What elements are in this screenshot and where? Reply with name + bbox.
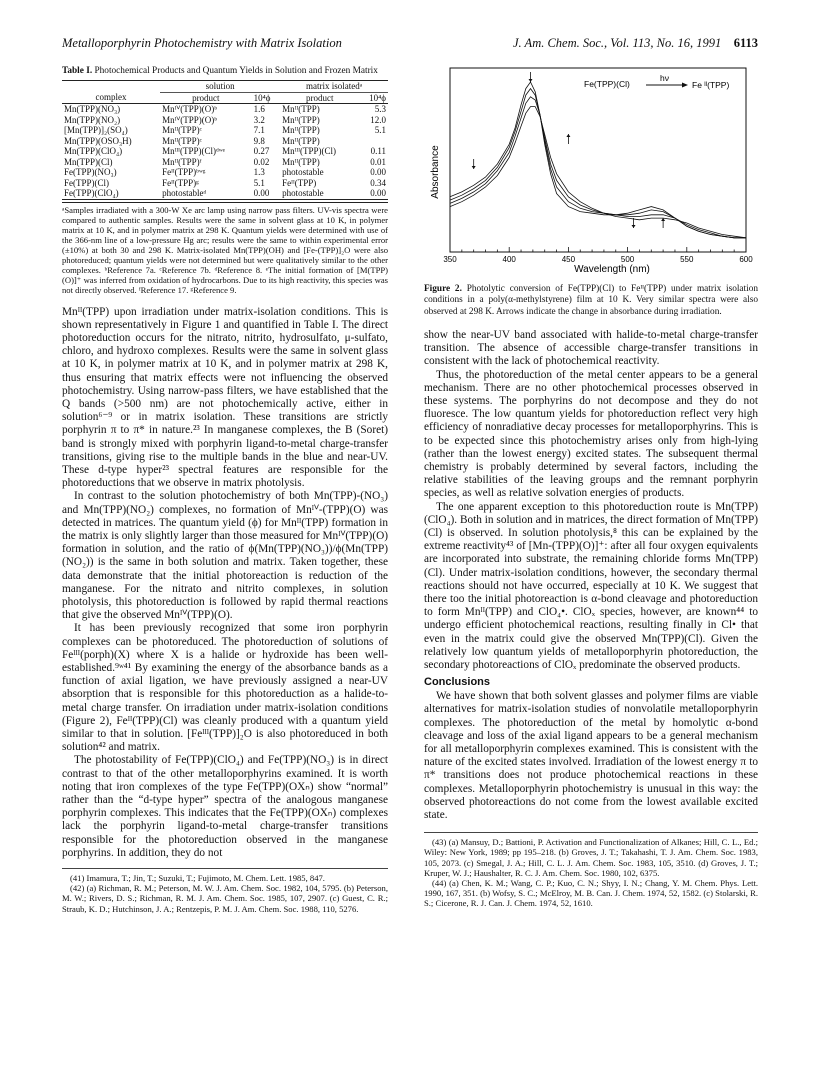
arrow-up-head xyxy=(566,134,570,137)
cell-complex: Mn(TPP)(OSO₃H) xyxy=(64,135,132,146)
table-caption xyxy=(62,66,388,77)
reference: (44) (a) Chen, K. M.; Wang, C. P.; Kuo, C. N.; Shyy, I. N.; Chang, Y. M. Chem. Phys. Lett. 1990, 167, 351. (b) Wofsy, S. C.; McElroy, M. B. Can. J. Chem. 1974, 52, 1582. (c) Stolarski, R. S.; Cicerone, R. J. Can. J. Chem. 1974, 52, 1610. xyxy=(424,878,758,909)
left-body xyxy=(62,306,388,861)
col-phi2: 10⁴ϕ xyxy=(369,92,386,103)
x-tick-label: 450 xyxy=(561,255,576,264)
arrow-up xyxy=(566,134,570,144)
absorbance-chart xyxy=(424,62,758,280)
cell-complex: Mn(TPP)(ClO₄) xyxy=(64,146,123,156)
cell-sol-phi: 5.1 xyxy=(253,177,265,188)
cell-mat-product: photostable xyxy=(282,167,324,177)
cell-mat-phi: 0.11 xyxy=(370,146,386,156)
cell-mat-product: photostable xyxy=(282,188,324,198)
cell-mat-product: Mnᴵᴵ(TPP) xyxy=(282,135,320,146)
cell-mat-product: Mnᴵᴵᴵ(TPP)(Cl) xyxy=(282,146,337,156)
legend xyxy=(584,73,729,90)
x-tick-label: 550 xyxy=(680,255,694,264)
paragraph: show the near-UV band associated with halide-to-metal charge-transfer transition. The absence of accessible charge-transfer transitions in consistent with the lack of photochemical reactivity. xyxy=(424,328,758,368)
col-complex: complex xyxy=(95,92,127,103)
journal-citation: J. Am. Chem. Soc., Vol. 113, No. 16, 1991 xyxy=(512,36,722,50)
col-product: product xyxy=(192,92,220,103)
x-tick-label: 400 xyxy=(502,255,516,264)
col-phi: 10⁴ϕ xyxy=(253,92,271,103)
arrow-down-head xyxy=(472,166,476,169)
x-tick-labels xyxy=(443,255,753,264)
reference: (42) (a) Richman, R. M.; Peterson, M. W. J. Am. Chem. Soc. 1982, 104, 5795. (b) Peterson, M. W.; Rivers, D. S.; Richman, R. M. J. Am. Chem. Soc. 1985, 107, 2907. (c) Guest, C. R.; Straub, K. D.; Hutchinson, J. A.; Rentzepis, P. M. J. Am. Chem. Soc. 1988, 110, 5276. xyxy=(62,883,388,914)
paragraph: It has been previously recognized that some iron porphyrin complexes can be photoreduced. The photoreduction of solutions of Feᴵᴵᴵ(porph)(X) where X is a halide or hydroxide has been well-established.⁹ʷ⁴¹ By examining the energy of the absorbance bands as a function of axial ligation, we have previously assigned a near-UV absorption that is responsible for this photoreduction as a halide-to-metal charge transfer. On irradiation under matrix-isolation conditions (Figure 2), Feᴵᴵ(TPP)(Cl) was cleanly produced with a quantum yield similar to that in solution. [Feᴵᴵᴵ(TPP)]₂O is also photoreduced in both solution⁴² and matrix. xyxy=(62,622,388,754)
reference: (41) Imamura, T.; Jin, T.; Suzuki, T.; Fujimoto, M. Chem. Lett. 1985, 847. xyxy=(70,873,325,884)
paragraph: The one apparent exception to this photoreduction route is Mn(TPP)(ClO₄). Both in solution and in matrices, the direct formation of Mn(TPP)(Cl) is observed. In solution photolysis,⁸ this can be explained by the extreme reactivity⁴³ of [Mn-(TPP)(O)]⁺: after all four oxygen equivalents are incorporated into substrate, the remaining chloride forms Mn(TPP)(Cl). Under matrix-isolation conditions, however, the secondary thermal reactions should not have occurred, especially at 10 K. We suggest that there too the initial photoreaction is α-bond cleavage and photoreduction to form Mnᴵᴵ(TPP) and ClO₄•. ClOₓ species, however, are known⁴⁴ to undergo efficient photochemical reactions, resulting finally in Cl• that even in the matrix could give the observed Mn(TPP)(Cl). Given the relatively low quantum yields of metalloporphyrin photoreduction, the secondary photoreactions of ClOₓ predominate the observed products. xyxy=(424,500,758,671)
cell-mat-product: Mnᴵᴵ(TPP) xyxy=(282,156,320,167)
x-tick-label: 600 xyxy=(739,255,753,264)
cell-sol-phi: 0.02 xyxy=(253,156,270,167)
conclusions-heading: Conclusions xyxy=(424,676,491,689)
running-header xyxy=(62,36,758,52)
cell-sol-product: Feᴵᴵ(TPP)ᵇʷᵍ xyxy=(162,167,206,177)
arrow-down-head xyxy=(632,225,636,228)
table-row xyxy=(62,167,388,178)
table-row xyxy=(62,136,388,147)
paragraph: Mnᴵᴵ(TPP) upon irradiation under matrix-isolation conditions. This is shown representatively in Figure 1 and quantified in Table I. The direct photoreduction occurs for the nitrato, nitrito, hydrosulfato, μ-sulfato, chloro, and hydroxo complexes. Results were the same in solvent glass at 10 K, in polymer matrix at 10 K, and in polymer matrix at 298 K, thus ensuring that matrix effects were not influencing the observed photochemistry. Using narrow-pass filters, we have established that the Q bands (>500 nm) are not photochemically active, either in solution⁶⁻⁹ or in matrix isolation. These transitions are strictly porphyrin π to π* in nature.²³ In manganese complexes, the B (Soret) band is strongly mixed with porphyrin ligand-to-metal charge-transfer transitions, giving rise to the multiple bands in the blue and near-UV. These d-type hyper²³ spectral features are responsible for the photoreductions that we observe in matrix photolysis. xyxy=(62,305,388,490)
right-column xyxy=(424,62,758,909)
left-column xyxy=(62,62,388,914)
series-line-1 xyxy=(450,82,746,238)
cell-sol-product: Mnᴵᴵ(TPP)ᶜ xyxy=(162,125,202,135)
cell-sol-product: photostableᵈ xyxy=(162,188,207,198)
cell-complex: Mn(TPP)(NO₂) xyxy=(64,114,121,125)
cell-sol-phi: 1.3 xyxy=(253,167,265,177)
paragraph: The photostability of Fe(TPP)(ClO₄) and Fe(TPP)(NO₃) is in direct contrast to that of the other metalloporphyrins examined. It is worth noting that iron complexes of the type Fe(TPP)(OXₙ) show “normal” rather than the “d-type hyper” spectra of the analogous manganese porphyrin complexes. This indicates that the Fe(TPP)(OXₙ) complexes lack the porphyrin ligand-to-metal charge-transfer transitions responsible for the photoreduction observed in the manganese porphyrins. In addition, they do not xyxy=(62,754,388,859)
cell-mat-phi xyxy=(359,136,388,147)
y-axis-label: Absorbance xyxy=(430,145,441,199)
group-matrix: matrix isolatedᵃ xyxy=(280,81,388,93)
table-footnote: ᵃSamples irradiated with a 300-W Xe arc lamp using narrow pass filters. UV-vis spectra were compared to authentic samples. Results were the same in solvent glass at 10 K, in polymer matrix at 10 K, and in polymer matrix at 298 K. Quantum yields were determined with use of the 366-nm line of a low-pressure Hg arc; results were the same to within experimental error (±10%) at both 30 and 298 K. Matrix-isolated Mn(TPP)(OH) and [Fe-(TPP)]₂O were also photoreduced; quantum yields were not determined but were qualitatively similar to the other complexes. ᵇReference 7a. ᶜReference 7b. ᵈReference 8. ᵉThe initial formation of [M(TPP)(O)]⁺ was inferred from oxidation of hydrocarbons. Due to its high reactivity, this species was not directly observed. ᶠReference 17. ᵍReference 9. xyxy=(62,202,388,295)
header-title: Metalloporphyrin Photochemistry with Matrix Isolation xyxy=(62,36,342,50)
cell-mat-phi: 5.3 xyxy=(374,104,386,114)
table-row xyxy=(62,157,388,168)
right-body xyxy=(424,329,758,672)
cell-complex: Fe(TPP)(Cl) xyxy=(64,177,109,188)
cell-mat-phi: 0.34 xyxy=(370,177,386,188)
cell-sol-phi: 7.1 xyxy=(253,125,265,135)
conclusions-body xyxy=(424,690,758,822)
cell-complex: Fe(TPP)(ClO₄) xyxy=(64,188,119,198)
figure-caption xyxy=(424,284,758,318)
table-body xyxy=(62,104,388,200)
cell-sol-product: Mnᴵⱽ(TPP)(O)ᵇ xyxy=(162,114,218,125)
cell-mat-product: Mnᴵᴵ(TPP) xyxy=(282,114,320,125)
cell-complex: Mn(TPP)(Cl) xyxy=(64,156,113,167)
x-axis-label: Wavelength (nm) xyxy=(574,264,650,275)
cell-mat-product: Feᴵᴵ(TPP) xyxy=(282,177,317,188)
results-table xyxy=(62,80,388,200)
cell-sol-product: Mnᴵᴵ(TPP)ᶜ xyxy=(162,135,202,146)
table-label: Table I. xyxy=(62,66,93,76)
table-row xyxy=(62,115,388,126)
figure-2 xyxy=(424,62,758,280)
arrow-down-head xyxy=(529,79,533,82)
cell-complex: Mn(TPP)(NO₃) xyxy=(64,104,121,114)
reference: (43) (a) Mansuy, D.; Battioni, P. Activation and Functionalization of Alkanes; Hill, C. L., Ed.; Wiley: New York, 1989; pp 195–218. (b) Groves, J. T.; Takahashi, T. J. Am. Chem. Soc. 1983, 105, 2073. (c) Smegal, J. A.; Hill, C. L. J. Am. Chem. Soc. 1983, 105, 3510. (d) Groves, J. T.; Kruper, W. J.; Haushalter, R. C. J. Am. Chem. Soc. 1980, 102, 6375. xyxy=(424,837,758,878)
cell-complex: [Mn(TPP)]₂(SO₄) xyxy=(64,125,128,135)
table-row xyxy=(62,178,388,189)
plot-frame xyxy=(450,68,746,252)
figure-caption-text: Photolytic conversion of Fe(TPP)(Cl) to Feᴵᴵ(TPP) under matrix isolation conditions in a poly(α-methylstyrene) film at 10 K. Very similar spectra were also observed at 298 K. Arrows indicate the change in absorbance during irradiation. xyxy=(424,284,759,317)
col-product2: product xyxy=(306,92,334,103)
arrow-down xyxy=(472,159,476,169)
paragraph: We have shown that both solvent glasses and polymer films are viable alternatives for matrix-isolation studies of nonvolatile metalloporphyrin complexes. The photoreduction of the metal by homolytic α-bond cleavage and loss of the axial ligand appears to be a general mechanism for all metalloporphyrin complexes examined. This is consistent with the nature of the excited states involved. Irradiation of the lowest energy π to π* transitions does not produce photochemical reactions in these complexes. Metalloporphyrin photochemistry is unusual in this way: the observed photoreactions do not come from the lowest available excited state. xyxy=(424,690,758,821)
cell-mat-phi: 0.00 xyxy=(370,188,386,198)
legend-hv: hν xyxy=(660,73,669,83)
paragraph: Thus, the photoreduction of the metal center appears to be a general mechanism. There are no other photochemical processes observed in these systems. The porphyrins do not decompose and they do not fluoresce. The low quantum yields for photoreduction reflect very high efficiency of nonradiative decay processes for metalloporphyrins. This is to be expected since this photochemistry arises only from high-lying (rather than the lowest energy) excited states. The subsequent thermal chemistry is probably determined by several factors, including the relative stabilities of the leaving groups and the remnant porphyrin species, as well as relative solvation energies of products. xyxy=(424,368,758,500)
cell-complex: Fe(TPP)(NO₃) xyxy=(64,167,117,177)
cell-mat-product: Mnᴵᴵ(TPP) xyxy=(282,104,320,114)
cell-mat-phi: 0.00 xyxy=(370,167,386,177)
legend-product: Fe ᴵᴵ(TPP) xyxy=(692,80,730,90)
legend-arrowhead xyxy=(682,83,688,88)
cell-sol-product: Mnᴵᴵ(TPP)ᶠ xyxy=(162,156,202,167)
cell-sol-phi: 0.00 xyxy=(253,188,270,198)
paragraph: In contrast to the solution photochemistry of both Mn(TPP)-(NO₃) and Mn(TPP)(NO₂) complexes, no formation of Mnᴵⱽ-(TPP)(O) was detected in matrices. The quantum yield (ϕ) for Mnᴵᴵ(TPP) formation in the matrix is only slightly larger than those measured for Mnᴵⱽ(TPP)(O) formation in solution, and the ratio of ϕ(Mn(TPP)(NO₃))/ϕ(Mn(TPP)(NO₂)) is the same in both solution and matrix. Taken together, these data demonstrate that the initial photoreaction is reduction of the manganese. For the nitrato and nitrito complexes, in solution photolysis, this photoreduction is followed by rapid thermal reactions that give the observed Mnᴵⱽ(TPP)(O). xyxy=(62,490,388,622)
figure-label: Figure 2. xyxy=(424,284,462,294)
right-references xyxy=(424,832,758,908)
cell-sol-phi: 9.8 xyxy=(253,135,265,146)
table-row xyxy=(62,125,388,136)
header-journal xyxy=(513,36,758,51)
table-row xyxy=(62,104,388,115)
cell-sol-product: Mnᴵⱽ(TPP)(O)ᵇ xyxy=(162,104,218,114)
cell-sol-product: Feᴵᴵ(TPP)ᵍ xyxy=(162,177,199,188)
group-solution: solution xyxy=(160,81,280,93)
x-tick-label: 500 xyxy=(620,255,635,264)
table-row xyxy=(62,146,388,157)
left-references xyxy=(62,868,388,914)
table-row xyxy=(62,188,388,199)
legend-reactant: Fe(TPP)(Cl) xyxy=(584,79,630,89)
cell-sol-phi: 0.27 xyxy=(253,146,270,156)
cell-mat-phi: 5.1 xyxy=(374,125,386,135)
arrow-down xyxy=(529,72,533,82)
cell-sol-product: Mnᴵᴵᴵ(TPP)(Cl)ᵈʷᵉ xyxy=(162,146,225,156)
table-title: Photochemical Products and Quantum Yields in Solution and Frozen Matrix xyxy=(94,66,378,76)
cell-sol-phi: 3.2 xyxy=(253,114,265,125)
cell-mat-phi: 12.0 xyxy=(370,114,386,125)
x-tick-label: 350 xyxy=(443,255,457,264)
cell-sol-phi: 1.6 xyxy=(253,104,265,114)
arrow-up xyxy=(661,218,665,228)
cell-mat-product: Mnᴵᴵ(TPP) xyxy=(282,125,320,135)
cell-mat-phi: 0.01 xyxy=(370,156,386,167)
series-line-4 xyxy=(450,107,746,238)
series-line-2 xyxy=(450,89,746,238)
page-number: 6113 xyxy=(733,36,758,50)
